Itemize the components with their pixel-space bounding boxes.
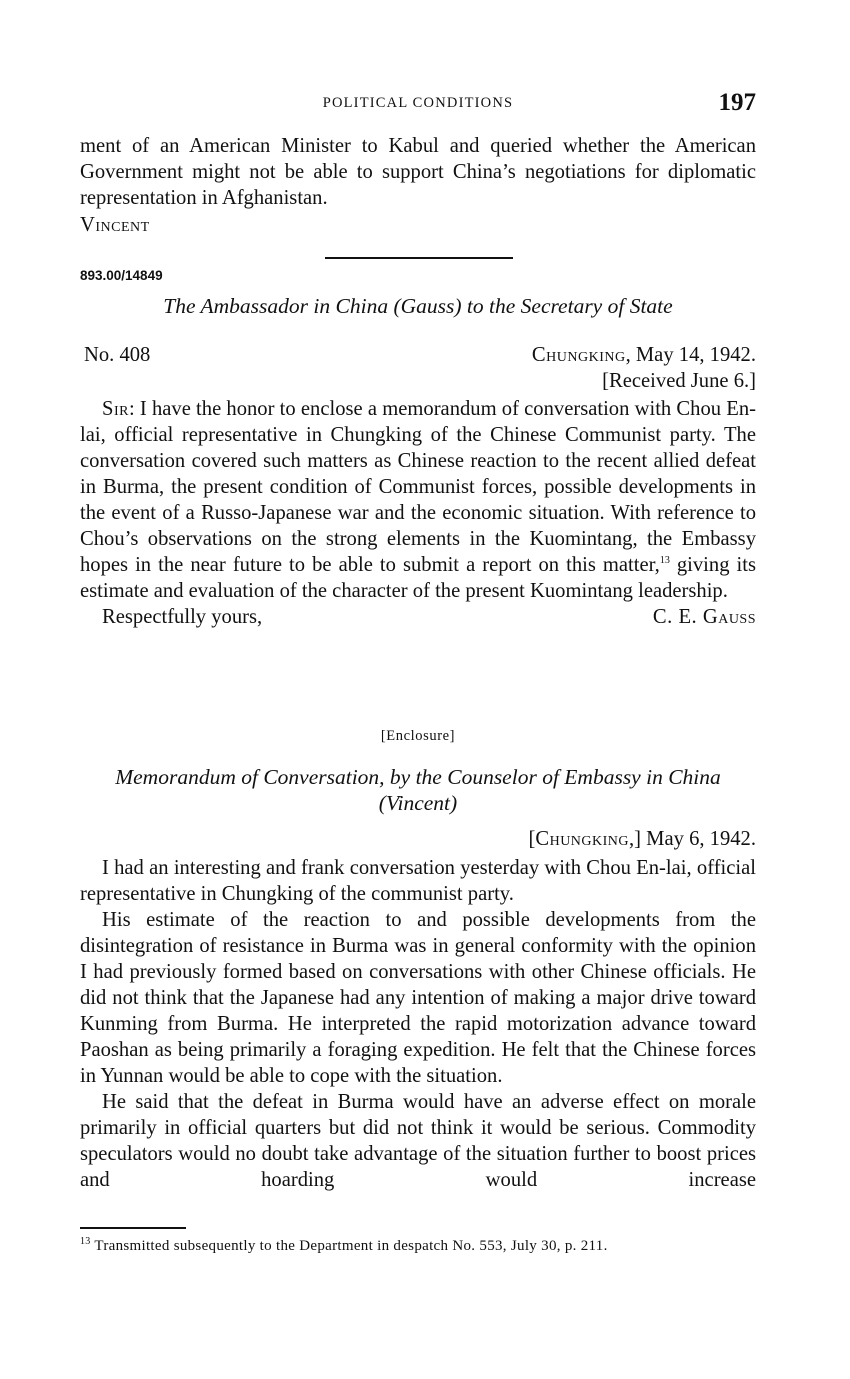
continuation-paragraph: ment of an American Minister to Kabul and queried whether the American Government might not be able to support China’s negotiations for diplomatic representation in Afghanistan.	[80, 135, 756, 209]
enclosure-heading-line1: Memorandum of Conversation, by the Counselor of Embassy in China	[115, 765, 721, 789]
footnote-divider	[80, 1227, 186, 1229]
file-number: 893.00/14849	[80, 268, 163, 283]
dispatch-body	[80, 396, 756, 630]
dispatch-paragraph	[80, 396, 756, 604]
enclosure-date: ,] May 6, 1942.	[629, 828, 756, 850]
memorandum-paragraph: I had an interesting and frank conversation yesterday with Chou En-lai, official representative in Chungking of the communist party.	[80, 857, 756, 905]
page-number: 197	[718, 89, 756, 116]
heading-part: The Ambassador in China (	[163, 294, 401, 318]
dispatch-dateline	[532, 342, 756, 368]
continuation-signature: Vincent	[80, 214, 150, 236]
closing-row	[80, 604, 756, 630]
footnote-text: Transmitted subsequently to the Department in despatch No. 553, July 30, p. 211.	[90, 1238, 608, 1254]
document-heading	[80, 293, 756, 319]
body-text: giving its estimate and evaluation of the character of the present Kuomintang leadership.	[80, 554, 756, 602]
heading-name: Gauss	[400, 294, 455, 318]
enclosure-label: [Enclosure]	[380, 728, 456, 744]
heading-part: ) to the Secretary of State	[454, 294, 673, 318]
running-head-title: POLITICAL CONDITIONS	[322, 95, 514, 111]
footnote	[80, 1236, 756, 1256]
memorandum-body	[80, 855, 756, 1193]
received-date: [Received June 6.]	[602, 370, 756, 392]
dispatch-date: , May 14, 1942.	[625, 344, 756, 366]
dispatch-place: Chungking	[531, 344, 626, 366]
enclosure-dateline	[528, 826, 756, 852]
footnote-mark: 13	[80, 1236, 91, 1247]
memorandum-paragraph: He said that the defeat in Burma would have an adverse effect on morale primarily in official quarters but did not think it would be serious. Commodity speculators would no doubt take advantage of the situation further to boost prices and hoarding would increase	[80, 1091, 756, 1191]
enclosure-heading	[80, 764, 756, 816]
running-head	[80, 89, 756, 116]
continuation-block	[80, 133, 756, 238]
enclosure-place: Chungking	[535, 828, 630, 850]
salutation: Sir	[102, 398, 129, 420]
memorandum-paragraph: His estimate of the reaction to and possible developments from the disintegration of resistance in Burma was in general conformity with the opinion I had previously formed based on conversations with other Chinese officials. He did not think that the Japanese had any intention of making a major drive toward Kunming from Burma. He interpreted the rapid motorization advance toward Paoshan as being primarily a foraging expedition. He felt that the Chinese forces in Yunnan would be able to cope with the situation.	[80, 909, 756, 1087]
enclosure-heading-line2: (Vincent)	[378, 791, 458, 815]
section-divider	[325, 257, 513, 259]
signer: C. E. Gauss	[652, 606, 756, 628]
dateline-bracket: [	[528, 828, 536, 850]
footnote-reference[interactable]: 13	[659, 555, 670, 567]
closing: Respectfully yours,	[102, 606, 263, 628]
dispatch-number: No. 408	[84, 344, 151, 366]
body-text: : I have the honor to enclose a memorandum of conversation with Chou En-lai, official representative in Chungking of the Chinese Communist party. The conversation covered such matters as Chinese reaction to the recent allied defeat in Burma, the present condition of Communist forces, possible developments in the event of a Russo-Japanese war and the economic situation. With reference to Chou’s observations on the strong elements in the Kuomintang, the Embassy hopes in the near future to be able to submit a report on this matter,	[80, 398, 756, 576]
